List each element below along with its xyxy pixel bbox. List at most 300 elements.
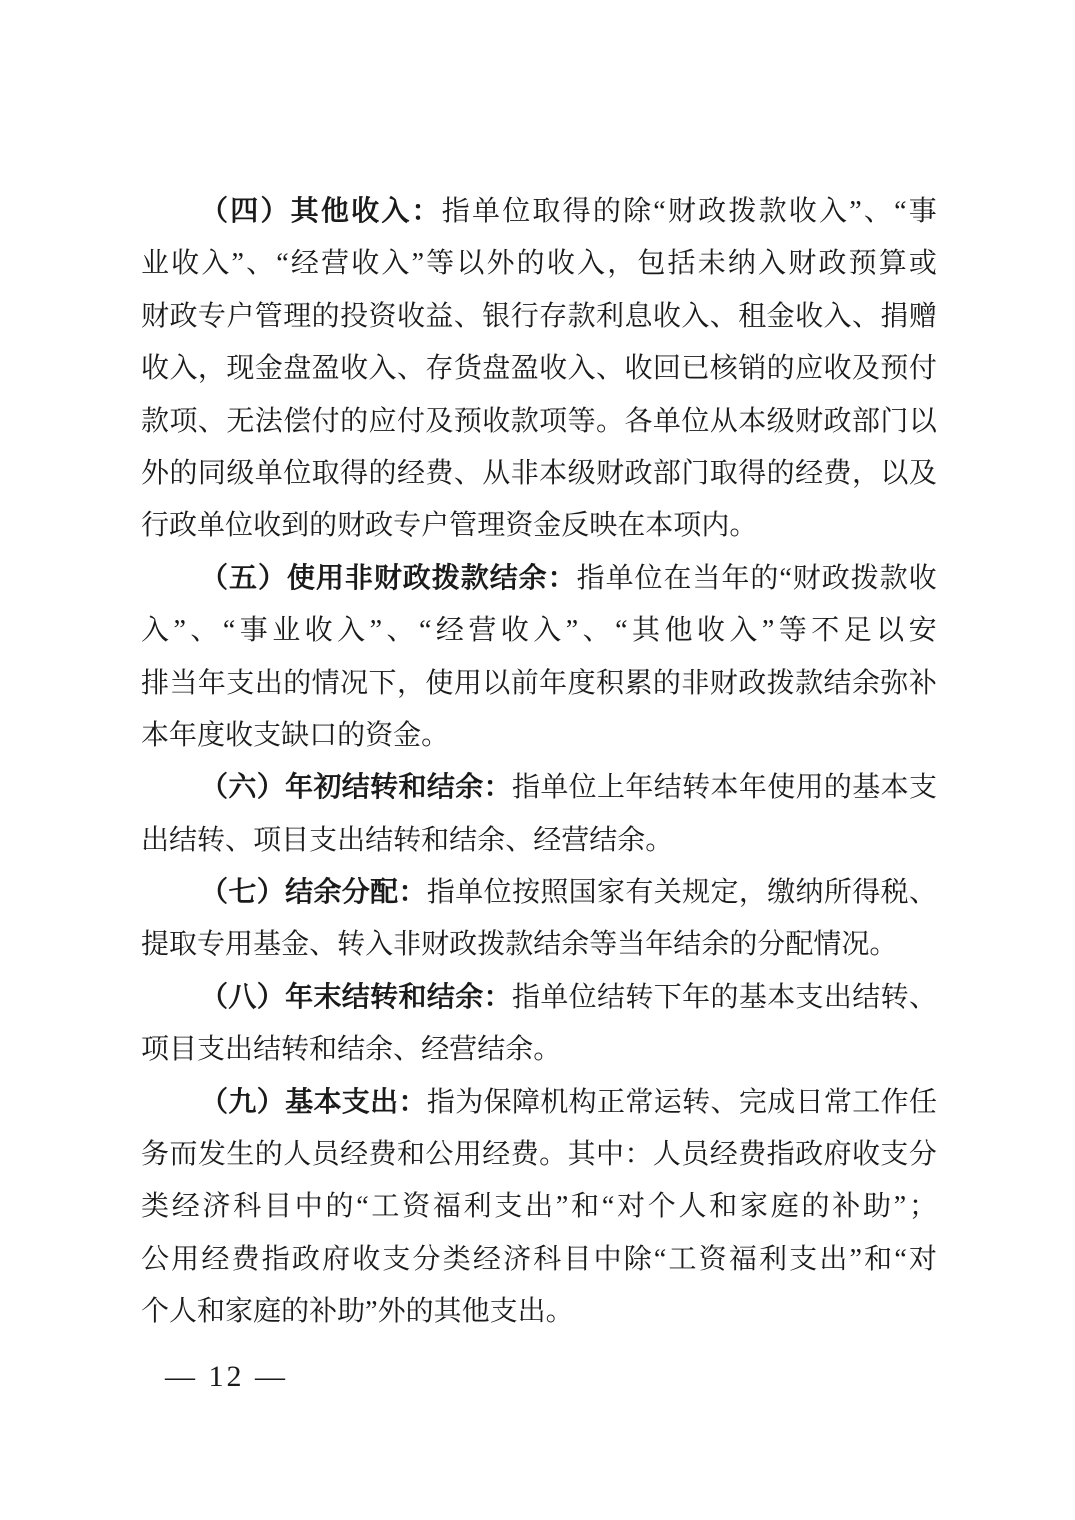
paragraph-lead-char: （ xyxy=(200,1086,229,1118)
paragraph-char: 收 xyxy=(823,353,852,385)
paragraph-5-line-2 xyxy=(141,1024,937,1076)
paragraph-char: 纳 xyxy=(795,877,824,909)
paragraph-char: 中 xyxy=(596,1139,625,1171)
paragraph-char: 个 xyxy=(141,1296,170,1328)
paragraph-char: 下 xyxy=(653,981,682,1013)
paragraph-char: 位 xyxy=(225,510,254,542)
paragraph-char: 已 xyxy=(681,353,710,385)
paragraph-char: 赠 xyxy=(908,300,937,332)
paragraph-char: 和 xyxy=(396,1139,425,1171)
paragraph-3-line-1 xyxy=(141,762,937,814)
paragraph-char: 本 xyxy=(738,405,767,437)
paragraph-char: 当 xyxy=(169,667,198,699)
paragraph-char: 按 xyxy=(511,877,540,909)
paragraph-char: 用 xyxy=(453,1139,482,1171)
paragraph-lead-char: 余 xyxy=(313,877,342,909)
paragraph-char: 销 xyxy=(738,353,767,385)
paragraph-lead-char: ： xyxy=(547,562,576,594)
paragraph-char: 各 xyxy=(624,405,653,437)
paragraph-char: 法 xyxy=(254,405,283,437)
paragraph-char: 得 xyxy=(738,457,767,489)
paragraph-char: 收 xyxy=(795,300,824,332)
paragraph-char: 财 xyxy=(788,248,817,280)
paragraph-char: 收 xyxy=(500,615,529,647)
paragraph-lead-char: 拨 xyxy=(431,562,460,594)
paragraph-char: 基 xyxy=(852,772,881,804)
paragraph-char: 收 xyxy=(351,248,380,280)
paragraph-lead-char: （ xyxy=(200,877,229,909)
paragraph-char: 年 xyxy=(645,929,674,961)
paragraph-char: 入 xyxy=(169,353,198,385)
paragraph-char: 的 xyxy=(311,300,340,332)
paragraph-char: 分 xyxy=(757,929,786,961)
paragraph-char: 转 xyxy=(682,1086,711,1118)
paragraph-char: 益 xyxy=(425,300,454,332)
paragraph-char: 营 xyxy=(561,824,590,856)
paragraph-lead-char: ： xyxy=(398,1086,427,1118)
paragraph-char: 回 xyxy=(652,353,681,385)
paragraph-lead-char: ） xyxy=(256,1086,285,1118)
paragraph-char: 照 xyxy=(540,877,569,909)
paragraph-char: ” xyxy=(555,1191,569,1223)
paragraph-char: 结 xyxy=(823,667,852,699)
paragraph-char: 资 xyxy=(505,510,534,542)
paragraph-char: 本 xyxy=(880,772,909,804)
paragraph-char: 他 xyxy=(664,615,693,647)
paragraph-char: 财 xyxy=(141,300,170,332)
paragraph-char: 取 xyxy=(169,929,198,961)
paragraph-char: 为 xyxy=(455,1086,484,1118)
paragraph-char: 、 xyxy=(190,615,219,647)
paragraph-char: 付 xyxy=(396,405,425,437)
paragraph-char: 转 xyxy=(197,824,226,856)
paragraph-char: 支 xyxy=(226,667,255,699)
paragraph-lead-char: 非 xyxy=(344,562,373,594)
paragraph-char: 家 xyxy=(225,1296,254,1328)
paragraph-1-line-3 xyxy=(141,291,937,343)
paragraph-char: 款 xyxy=(567,300,596,332)
paragraph-lead-char: ： xyxy=(483,772,512,804)
paragraph-char: 使 xyxy=(425,667,454,699)
paragraph-char: 收 xyxy=(652,300,681,332)
paragraph-char: 或 xyxy=(908,248,937,280)
paragraph-char: “ xyxy=(653,196,666,227)
paragraph-char: 纳 xyxy=(727,248,756,280)
paragraph-char: 单 xyxy=(540,981,569,1013)
paragraph-char: 的 xyxy=(254,1139,283,1171)
paragraph-char: 入 xyxy=(567,353,596,385)
paragraph-char: ” xyxy=(369,615,383,647)
paragraph-char: 对 xyxy=(617,1191,646,1223)
paragraph-char: 转 xyxy=(393,824,422,856)
paragraph-char: 、 xyxy=(453,457,482,489)
paragraph-lead-char: 九 xyxy=(228,1086,257,1118)
paragraph-4-line-1 xyxy=(141,867,937,919)
paragraph-char: 和 xyxy=(197,1296,226,1328)
paragraph-char: 助 xyxy=(863,1191,892,1223)
paragraph-char: 支 xyxy=(908,772,937,804)
paragraph-char: 上 xyxy=(597,772,626,804)
paragraph-char: 级 xyxy=(766,405,795,437)
paragraph-char: 付 xyxy=(311,405,340,437)
paragraph-char: 人 xyxy=(169,1296,198,1328)
paragraph-char: 的 xyxy=(750,562,779,594)
paragraph-lead-char: 八 xyxy=(228,981,257,1013)
paragraph-5-line-1 xyxy=(141,972,937,1024)
paragraph-lead-char: 本 xyxy=(313,1086,342,1118)
page-footer xyxy=(165,1360,288,1394)
paragraph-char: 等 xyxy=(426,248,455,280)
paragraph-char: 补 xyxy=(908,667,937,699)
paragraph-char: 。 xyxy=(645,824,674,856)
paragraph-char: 本 xyxy=(539,457,568,489)
paragraph-char: 支 xyxy=(795,981,824,1013)
paragraph-char: 当 xyxy=(692,562,721,594)
paragraph-char: 取 xyxy=(311,457,340,489)
paragraph-4-line-2 xyxy=(141,919,937,971)
paragraph-char: ” xyxy=(849,196,862,227)
paragraph-char: 资 xyxy=(698,1243,727,1275)
paragraph-lead-char: 转 xyxy=(370,772,399,804)
paragraph-char: 障 xyxy=(511,1086,540,1118)
paragraph-2-line-1 xyxy=(141,553,937,605)
paragraph-lead-char: 转 xyxy=(370,981,399,1013)
paragraph-char: 盘 xyxy=(482,353,511,385)
paragraph-char: 收 xyxy=(171,248,200,280)
paragraph-char: 务 xyxy=(141,1139,170,1171)
paragraph-1-line-5 xyxy=(141,396,937,448)
paragraph-char: 工 xyxy=(371,1191,400,1223)
paragraph-char: 外 xyxy=(486,248,515,280)
paragraph-char: 助 xyxy=(337,1296,366,1328)
paragraph-char: 盘 xyxy=(283,353,312,385)
paragraph-char: ” xyxy=(849,1243,862,1275)
paragraph-char: 他 xyxy=(461,1296,490,1328)
paragraph-char: “ xyxy=(276,248,289,280)
paragraph-char: 政 xyxy=(449,929,478,961)
paragraph-lead-char: 分 xyxy=(341,877,370,909)
paragraph-char: 的 xyxy=(801,1191,830,1223)
paragraph-char: 指 xyxy=(426,877,455,909)
paragraph-char: 款 xyxy=(879,562,908,594)
paragraph-char: 等 xyxy=(567,405,596,437)
paragraph-char: 入 xyxy=(819,196,848,227)
paragraph-char: 位 xyxy=(568,772,597,804)
paragraph-char: 未 xyxy=(697,248,726,280)
paragraph-lead-char: ： xyxy=(411,196,440,227)
paragraph-char: 财 xyxy=(667,196,696,227)
paragraph-char: 、 xyxy=(908,877,937,909)
paragraph-char: 利 xyxy=(463,1191,492,1223)
paragraph-char: 付 xyxy=(908,353,937,385)
paragraph-char: 银 xyxy=(482,300,511,332)
paragraph-char: 指 xyxy=(511,772,540,804)
paragraph-char: 支 xyxy=(253,719,282,751)
paragraph-char: 行 xyxy=(141,510,170,542)
paragraph-char: 情 xyxy=(311,667,340,699)
paragraph-char: 。 xyxy=(421,719,450,751)
paragraph-char: 财 xyxy=(709,667,738,699)
paragraph-char: 算 xyxy=(878,248,907,280)
paragraph-char: 税 xyxy=(880,877,909,909)
paragraph-char: 机 xyxy=(540,1086,569,1118)
paragraph-6-line-4 xyxy=(141,1234,937,1286)
paragraph-lead-char: 结 xyxy=(426,981,455,1013)
paragraph-lead-char: 五 xyxy=(228,562,257,594)
paragraph-char: 入 xyxy=(681,300,710,332)
paragraph-char: 目 xyxy=(281,824,310,856)
paragraph-char: 以 xyxy=(880,457,909,489)
paragraph-char: 度 xyxy=(567,667,596,699)
paragraph-char: 国 xyxy=(568,877,597,909)
paragraph-char: 等 xyxy=(589,929,618,961)
paragraph-char: 经 xyxy=(340,1139,369,1171)
paragraph-char: “ xyxy=(894,196,907,227)
paragraph-char: 资 xyxy=(365,719,394,751)
paragraph-char: 出 xyxy=(225,1034,254,1066)
paragraph-char: 除 xyxy=(623,196,652,227)
paragraph-char: 政 xyxy=(624,457,653,489)
paragraph-char: 结 xyxy=(653,772,682,804)
paragraph-char: 理 xyxy=(477,510,506,542)
paragraph-char: 收 xyxy=(304,615,333,647)
paragraph-char: 转 xyxy=(682,772,711,804)
paragraph-char: ， xyxy=(738,877,767,909)
paragraph-char: 定 xyxy=(710,877,739,909)
paragraph-char: 支 xyxy=(309,824,338,856)
paragraph-char: 结 xyxy=(365,824,394,856)
paragraph-char: 部 xyxy=(851,405,880,437)
paragraph-char: 入 xyxy=(368,353,397,385)
paragraph-char: 、 xyxy=(225,824,254,856)
paragraph-char: 在 xyxy=(617,510,646,542)
paragraph-lead-char: 使 xyxy=(286,562,315,594)
paragraph-6-line-1 xyxy=(141,1077,937,1129)
paragraph-char: 款 xyxy=(758,196,787,227)
paragraph-char: 和 xyxy=(864,1243,893,1275)
paragraph-char: 和 xyxy=(709,1191,738,1223)
paragraph-char: 单 xyxy=(471,196,500,227)
paragraph-char: 经 xyxy=(709,1139,738,1171)
paragraph-char: 拨 xyxy=(728,196,757,227)
paragraph-char: 结 xyxy=(852,981,881,1013)
paragraph-char: 用 xyxy=(453,667,482,699)
paragraph-char: 。 xyxy=(596,405,625,437)
paragraph-char: 的 xyxy=(325,1191,354,1223)
paragraph-char: 指 xyxy=(511,981,540,1013)
paragraph-char: 本 xyxy=(767,981,796,1013)
paragraph-char: 缴 xyxy=(767,877,796,909)
paragraph-char: 单 xyxy=(540,772,569,804)
paragraph-char: 、 xyxy=(386,615,415,647)
paragraph-char: 政 xyxy=(169,300,198,332)
paragraph-char: 、 xyxy=(393,1034,422,1066)
paragraph-char: 使 xyxy=(767,772,796,804)
paragraph-6-line-2 xyxy=(141,1129,937,1181)
paragraph-char: 、 xyxy=(396,353,425,385)
paragraph-lead-char: 六 xyxy=(228,772,257,804)
paragraph-lead-char: 年 xyxy=(285,981,314,1013)
paragraph-char: 位 xyxy=(502,196,531,227)
paragraph-char: 员 xyxy=(681,1139,710,1171)
paragraph-lead-char: 政 xyxy=(402,562,431,594)
paragraph-char: 专 xyxy=(393,510,422,542)
paragraph-char: 。 xyxy=(539,1139,568,1171)
paragraph-char: 项 xyxy=(253,824,282,856)
paragraph-char: 庭 xyxy=(770,1191,799,1223)
paragraph-char: 、 xyxy=(863,196,892,227)
paragraph-lead-char: （ xyxy=(200,772,229,804)
paragraph-char: 门 xyxy=(880,405,909,437)
paragraph-char: 正 xyxy=(597,1086,626,1118)
paragraph-char: 取 xyxy=(532,196,561,227)
paragraph-char: 收 xyxy=(482,405,511,437)
paragraph-char: 无 xyxy=(226,405,255,437)
paragraph-char: 入 xyxy=(365,929,394,961)
paragraph-char: 福 xyxy=(728,1243,757,1275)
paragraph-char: 事 xyxy=(908,196,937,227)
paragraph-char: 从 xyxy=(482,457,511,489)
paragraph-char: 转 xyxy=(625,981,654,1013)
paragraph-lead-char: 余 xyxy=(455,772,484,804)
paragraph-char: 其 xyxy=(433,1296,462,1328)
paragraph-char: 用 xyxy=(225,929,254,961)
paragraph-lead-char: ） xyxy=(256,772,285,804)
paragraph-char: 括 xyxy=(667,248,696,280)
paragraph-char: 支 xyxy=(197,1034,226,1066)
page-number: — 12 — xyxy=(165,1360,288,1393)
paragraph-char: 保 xyxy=(483,1086,512,1118)
paragraph-char: 的 xyxy=(823,772,852,804)
paragraph-char: 其 xyxy=(631,615,660,647)
paragraph-lead-char: 配 xyxy=(370,877,399,909)
paragraph-char: ” xyxy=(761,615,775,647)
paragraph-char: 庭 xyxy=(253,1296,282,1328)
paragraph-char: 利 xyxy=(759,1243,788,1275)
paragraph-char: 政 xyxy=(738,667,767,699)
paragraph-char: 转 xyxy=(880,981,909,1013)
paragraph-6-line-3 xyxy=(141,1181,937,1233)
paragraph-char: 支 xyxy=(789,1243,818,1275)
paragraph-lead-char: （ xyxy=(200,981,229,1013)
paragraph-char: 息 xyxy=(624,300,653,332)
paragraph-char: “ xyxy=(418,615,432,647)
paragraph-char: 余 xyxy=(617,824,646,856)
paragraph-char: 项 xyxy=(141,1034,170,1066)
paragraph-lead-char: 财 xyxy=(373,562,402,594)
paragraph-char: 家 xyxy=(740,1191,769,1223)
paragraph-6-line-5 xyxy=(141,1286,937,1338)
paragraph-char: 对 xyxy=(908,1243,937,1275)
paragraph-char: 经 xyxy=(201,1243,230,1275)
paragraph-char: 行 xyxy=(510,300,539,332)
paragraph-char: 政 xyxy=(365,510,394,542)
paragraph-char: 收 xyxy=(141,353,170,385)
paragraph-char: 人 xyxy=(652,1139,681,1171)
paragraph-char: 其 xyxy=(567,1139,596,1171)
paragraph-char: 济 xyxy=(503,1243,532,1275)
paragraph-char: 金 xyxy=(533,510,562,542)
paragraph-char: 、 xyxy=(197,405,226,437)
paragraph-char: 收 xyxy=(788,196,817,227)
paragraph-char: 收 xyxy=(851,1139,880,1171)
paragraph-char: 款 xyxy=(510,405,539,437)
paragraph-char: 的 xyxy=(337,719,366,751)
paragraph-char: 单 xyxy=(197,510,226,542)
paragraph-char: 收 xyxy=(253,510,282,542)
paragraph-char: 、 xyxy=(596,353,625,385)
paragraph-char: 单 xyxy=(652,405,681,437)
paragraph-char: 分 xyxy=(412,1243,441,1275)
paragraph-char: 外 xyxy=(141,457,170,489)
paragraph-char: “ xyxy=(653,1243,667,1275)
paragraph-char: 入 xyxy=(141,615,170,647)
paragraph-lead-char: 和 xyxy=(398,981,427,1013)
paragraph-char: 经 xyxy=(171,1191,200,1223)
paragraph-char: 支 xyxy=(489,1296,518,1328)
paragraph-char: 收 xyxy=(340,353,369,385)
paragraph-char: 非 xyxy=(393,929,422,961)
paragraph-char: 现 xyxy=(226,353,255,385)
paragraph-char: 结 xyxy=(597,981,626,1013)
paragraph-char: 费 xyxy=(368,1139,397,1171)
paragraph-char: 而 xyxy=(169,1139,198,1171)
paragraph-char: 财 xyxy=(792,562,821,594)
paragraph-char: ： xyxy=(624,1139,653,1171)
paragraph-char: 在 xyxy=(663,562,692,594)
paragraph-char: ” xyxy=(893,1191,907,1223)
paragraph-char: 济 xyxy=(202,1191,231,1223)
paragraph-lead-char: 他 xyxy=(320,196,349,227)
paragraph-char: 补 xyxy=(832,1191,861,1223)
paragraph-char: 入 xyxy=(201,248,230,280)
paragraph-1-line-2 xyxy=(141,238,937,290)
paragraph-char: 用 xyxy=(171,1243,200,1275)
paragraph-char: 预 xyxy=(453,405,482,437)
paragraph-char: 收 xyxy=(396,300,425,332)
paragraph-char: 的 xyxy=(729,929,758,961)
paragraph-char: ， xyxy=(607,248,636,280)
paragraph-char: 财 xyxy=(421,929,450,961)
paragraph-char: 。 xyxy=(869,929,898,961)
paragraph-char: 金 xyxy=(393,719,422,751)
paragraph-lead-char: ： xyxy=(398,877,427,909)
paragraph-lead-char: 结 xyxy=(489,562,518,594)
paragraph-lead-char: 基 xyxy=(285,1086,314,1118)
paragraph-char: 年 xyxy=(738,772,767,804)
paragraph-char: 类 xyxy=(442,1243,471,1275)
paragraph-char: 、 xyxy=(710,1086,739,1118)
paragraph-char: 人 xyxy=(678,1191,707,1223)
paragraph-1-line-6 xyxy=(141,448,937,500)
paragraph-char: 规 xyxy=(682,877,711,909)
paragraph-char: 发 xyxy=(197,1139,226,1171)
paragraph-1-line-1 xyxy=(141,186,937,238)
paragraph-char: 经 xyxy=(533,824,562,856)
paragraph-lead-char: 款 xyxy=(460,562,489,594)
paragraph-char: 本 xyxy=(141,719,170,751)
paragraph-lead-char: 余 xyxy=(518,562,547,594)
paragraph-char: 余 xyxy=(365,1034,394,1066)
paragraph-char: 反 xyxy=(561,510,590,542)
paragraph-char: 补 xyxy=(309,1296,338,1328)
paragraph-char: 况 xyxy=(340,667,369,699)
paragraph-lead-char: 支 xyxy=(341,1086,370,1118)
paragraph-char: 足 xyxy=(843,615,872,647)
paragraph-2-line-2 xyxy=(141,605,937,657)
paragraph-char: 项 xyxy=(169,405,198,437)
paragraph-char: 和 xyxy=(309,1034,338,1066)
